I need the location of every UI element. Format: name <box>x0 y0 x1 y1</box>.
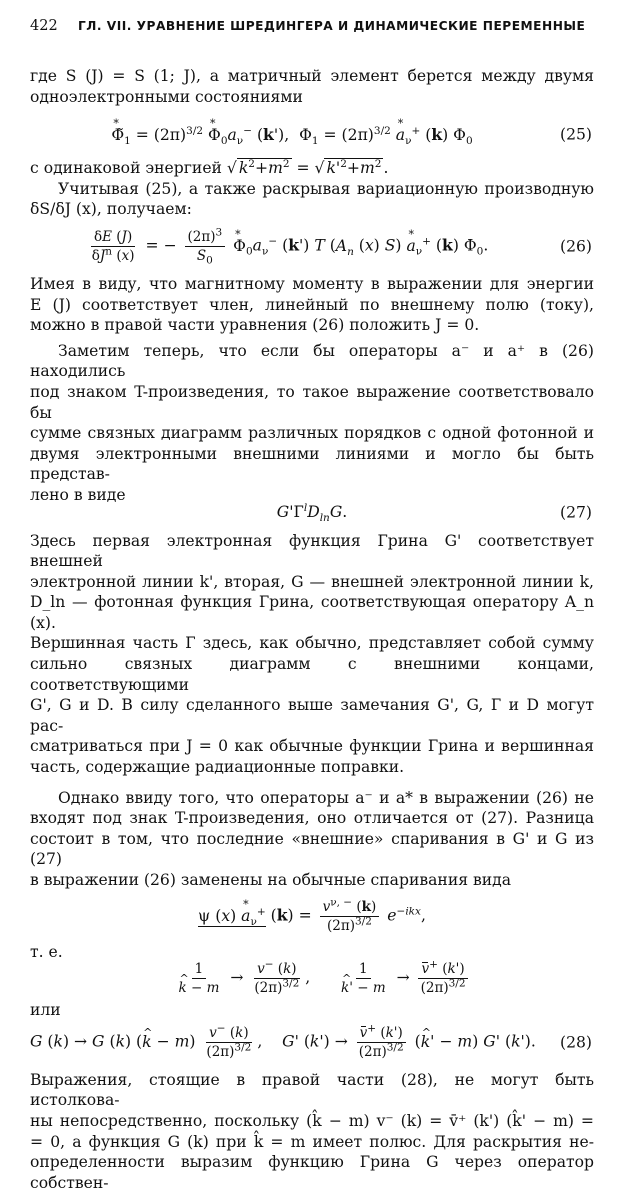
equation-25: * $\Phĩ_1 = (2\pi)^{3/2} * \Phi_0a_\nu^-$ (k'), $\Phi_1 = (2\pi)^{3/2} * a_\nu^+$ (k) $\Phi_0$ (25) <box>30 117 594 153</box>
te-label: т. е. <box>30 942 63 961</box>
p4-line1: Имея в виду, что магнитному моменту в выражении для энергии <box>30 274 594 293</box>
p5-line5: лено в виде <box>30 485 126 504</box>
p4-line2: E (J) соответствует член, линейный по внешнему полю (току), <box>30 295 594 314</box>
p6-line4: Вершинная часть Г здесь, как обычно, представляет собой сумму <box>30 634 594 653</box>
limit-equations: 1 ^ k − m → $\frac{v^- (k)}{(2\pi)^{3/2}}$ , 1 ^ k' − m → $\frac{v^+ (k')}{(2\pi)^{3/2}}$ <box>30 956 594 1000</box>
p5-line4: двумя электронными внешними линиями и могло бы быть представ- <box>30 444 594 484</box>
p1-line1: где S (J) = S (1; J), а матричный элемент берется между двумя <box>30 67 594 85</box>
p5-line3: сумме связных диаграмм различных порядков с одной фотонной и <box>30 424 594 443</box>
p6-line2: электронной линии k', вторая, G — внешней электронной линии k, <box>30 572 594 591</box>
page-number: 422 <box>30 18 58 34</box>
equation-28: G (k) → G (k) (^ k − m) $\frac{v^- (k)}{(2\pi)^{3/2}}$ , G' (k') → $\frac{v^+ (k')}{(2\pi)^{3/2}}$ (^ k' − m) G' (k'). (28) <box>30 1021 594 1065</box>
p7-line2: входят под знак T-произведения, оно отличается от (27). Разница <box>30 809 594 828</box>
p2-text: с одинаковой энергией <box>30 159 222 178</box>
p8-line3: = 0, а функция G (k) при k̂ = m имеет полюс. Для раскрытия не- <box>30 1132 594 1151</box>
contraction-equation: ψ $(x) * a_\nu^+$ (k) = $\frac{v^{\nu, -} (k)}{(2\pi)^{3/2}}$ $e^{-ikx}$, <box>30 896 594 938</box>
p3-line2: δS/δJ (x), получаем: <box>30 200 192 219</box>
equation-number: (26) <box>559 237 592 256</box>
p6-line8: часть, содержащие радиационные поправки. <box>30 758 405 777</box>
p2: с одинаковой энергией √ $k^2+m^2$ = √ $k'^2+m^2$ . <box>30 158 389 178</box>
p7-line1: Однако ввиду того, что операторы a⁻ и a* в выражении (26) не <box>58 788 594 807</box>
p8-line2: ны непосредственно, поскольку (k̂ − m) v⁻ (k) = v̄⁺ (k') (k̂' − m) = <box>30 1111 594 1130</box>
p1-line2: одноэлектронными состояниями <box>30 87 303 106</box>
p6-line5: сильно связных диаграмм с внешними концами, соответствующими <box>30 655 594 694</box>
p8-line1: Выражения, стоящие в правой части (28), не могут быть истолкова- <box>30 1070 594 1110</box>
page-body <box>30 66 594 1193</box>
p3-line1: Учитывая (25), а также раскрывая вариационную производную <box>58 179 594 198</box>
p6-line3: D_ln — фотонная функция Грина, соответствующая оператору A_n (x). <box>30 593 594 632</box>
equation-27: $G'Г^lD_{ln}G$. (27) <box>276 502 592 525</box>
p7-line4: в выражении (26) заменены на обычные спаривания вида <box>30 871 512 889</box>
equation-number: (25) <box>559 125 592 144</box>
p7-line3: состоит в том, что последние «внешние» спаривания в G' и G из (27) <box>30 829 594 869</box>
p6-line6: G', G и D. В силу сделанного выше замечания G', G, Г и D могут рас- <box>30 696 594 735</box>
p5-line2: под знаком T-произведения, то такое выражение соответствовало бы <box>30 382 594 422</box>
equation-number: (27) <box>559 503 592 522</box>
p5-line1: Заметим теперь, что если бы операторы a⁻ и a⁺ в (26) находились <box>30 341 594 381</box>
p4-line3: можно в правой части уравнения (26) положить J = 0. <box>30 316 480 335</box>
equation-26: $\frac{\delta E (J)}{\delta J^n (x)}$ = − $\frac{(2\pi)^3}{S_0}$ * $\Phi_0a_\nu^-$ (k') T ($A_n$ (x) $S) * a_\nu^+$ (k) $\Phi_0$. (26) <box>30 225 594 269</box>
p6-line7: сматриваться при J = 0 как обычные функции Грина и вершинная <box>30 737 594 756</box>
p8-line4: определенности выразим функцию Грина G через оператор собствен- <box>30 1153 594 1192</box>
ili-label: или <box>30 1001 61 1020</box>
p6-line1: Здесь первая электронная функция Грина G' соответствует внешней <box>30 531 594 571</box>
running-title: ГЛ. VII. УРАВНЕНИЕ ШРЕДИНГЕРА И ДИНАМИЧЕСКИЕ ПЕРЕМЕННЫЕ <box>78 19 586 33</box>
equation-number: (28) <box>559 1033 592 1052</box>
